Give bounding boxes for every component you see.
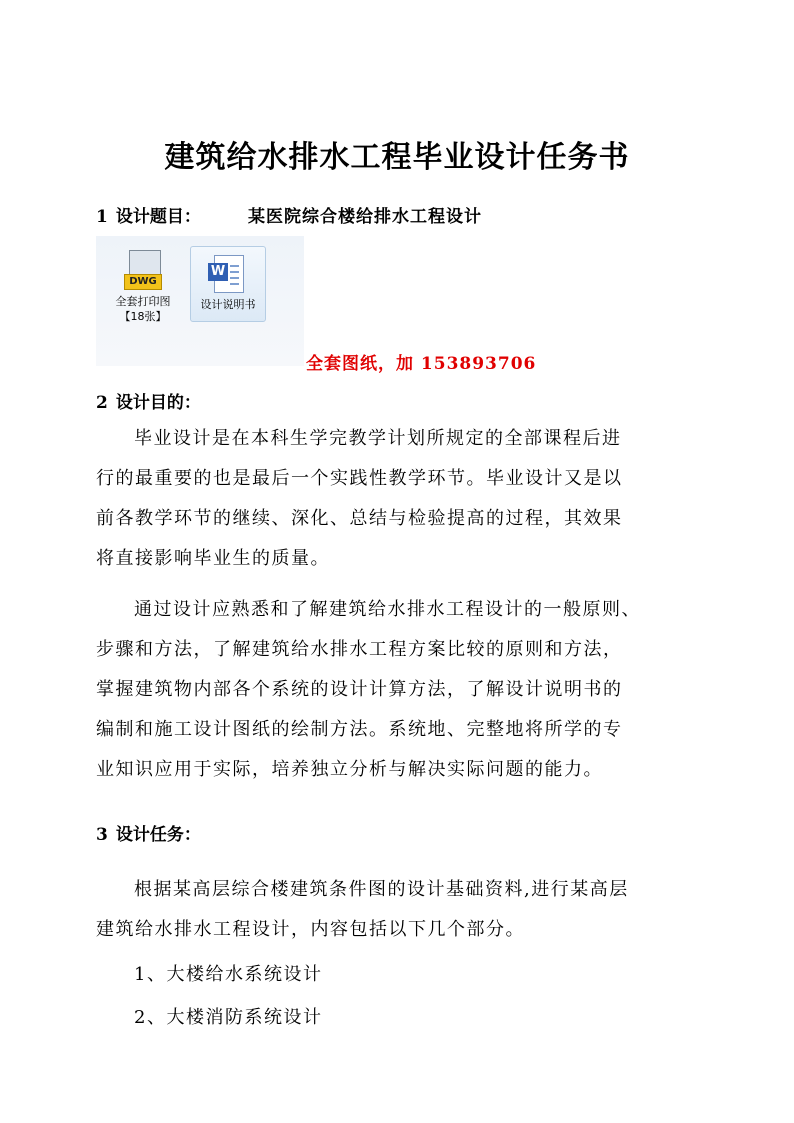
section-2-label: 设计目的： <box>115 393 201 413</box>
section-1-number: 1 <box>96 207 108 227</box>
attachment-manual-label: 设计说明书 <box>200 298 256 311</box>
paragraph-line: 业知识应用于实际，培养独立分析与解决实际问题的能力。 <box>96 759 603 780</box>
paragraph-line: 毕业设计是在本科生学完教学计划所规定的全部课程后进 <box>134 428 622 449</box>
section-2-number: 2 <box>96 393 108 413</box>
paragraph-line: 前各教学环节的继续、深化、总结与检验提高的过程，其效果 <box>96 508 623 529</box>
dwg-icon: DWG <box>121 250 165 290</box>
design-topic: 某医院综合楼给排水工程设计 <box>248 207 482 227</box>
section-2-heading <box>96 388 201 413</box>
attachment-dwg-label: 全套打印图 <box>115 295 171 308</box>
attachment-panel <box>96 236 304 366</box>
paragraph-line: 编制和施工设计图纸的绘制方法。系统地、完整地将所学的专 <box>96 719 623 740</box>
document-title: 建筑给水排水工程毕业设计任务书 <box>164 140 630 175</box>
contact-note: 全套图纸，加 153893706 <box>306 354 537 374</box>
attachment-design-manual[interactable] <box>190 246 266 322</box>
purpose-paragraph-1 <box>96 419 696 579</box>
section-3-heading <box>96 820 201 845</box>
paragraph-line: 通过设计应熟悉和了解建筑给水排水工程设计的一般原则、 <box>134 599 641 620</box>
paragraph-line: 将直接影响毕业生的质量。 <box>96 548 330 569</box>
attachment-dwg-drawings[interactable] <box>108 250 178 324</box>
purpose-paragraph-2 <box>96 590 696 790</box>
paragraph-line: 步骤和方法，了解建筑给水排水工程方案比较的原则和方法， <box>96 639 623 660</box>
section-1-heading <box>96 202 201 227</box>
word-document-icon: W <box>208 255 248 295</box>
paragraph-line: 掌握建筑物内部各个系统的设计计算方法，了解设计说明书的 <box>96 679 623 700</box>
paragraph-line: 建筑给水排水工程设计，内容包括以下几个部分。 <box>96 919 525 940</box>
paragraph-line: 根据某高层综合楼建筑条件图的设计基础资料,进行某高层 <box>134 879 629 900</box>
section-1-label: 设计题目： <box>115 207 201 227</box>
paragraph-line: 行的最重要的也是最后一个实践性教学环节。毕业设计又是以 <box>96 468 623 489</box>
task-item-water-supply: 1、大楼给水系统设计 <box>134 964 323 985</box>
section-3-number: 3 <box>96 825 108 845</box>
task-paragraph <box>96 870 696 950</box>
attachment-dwg-count: 【18张】 <box>119 310 167 323</box>
section-3-label: 设计任务： <box>115 825 201 845</box>
task-item-fire-protection: 2、大楼消防系统设计 <box>134 1007 323 1028</box>
